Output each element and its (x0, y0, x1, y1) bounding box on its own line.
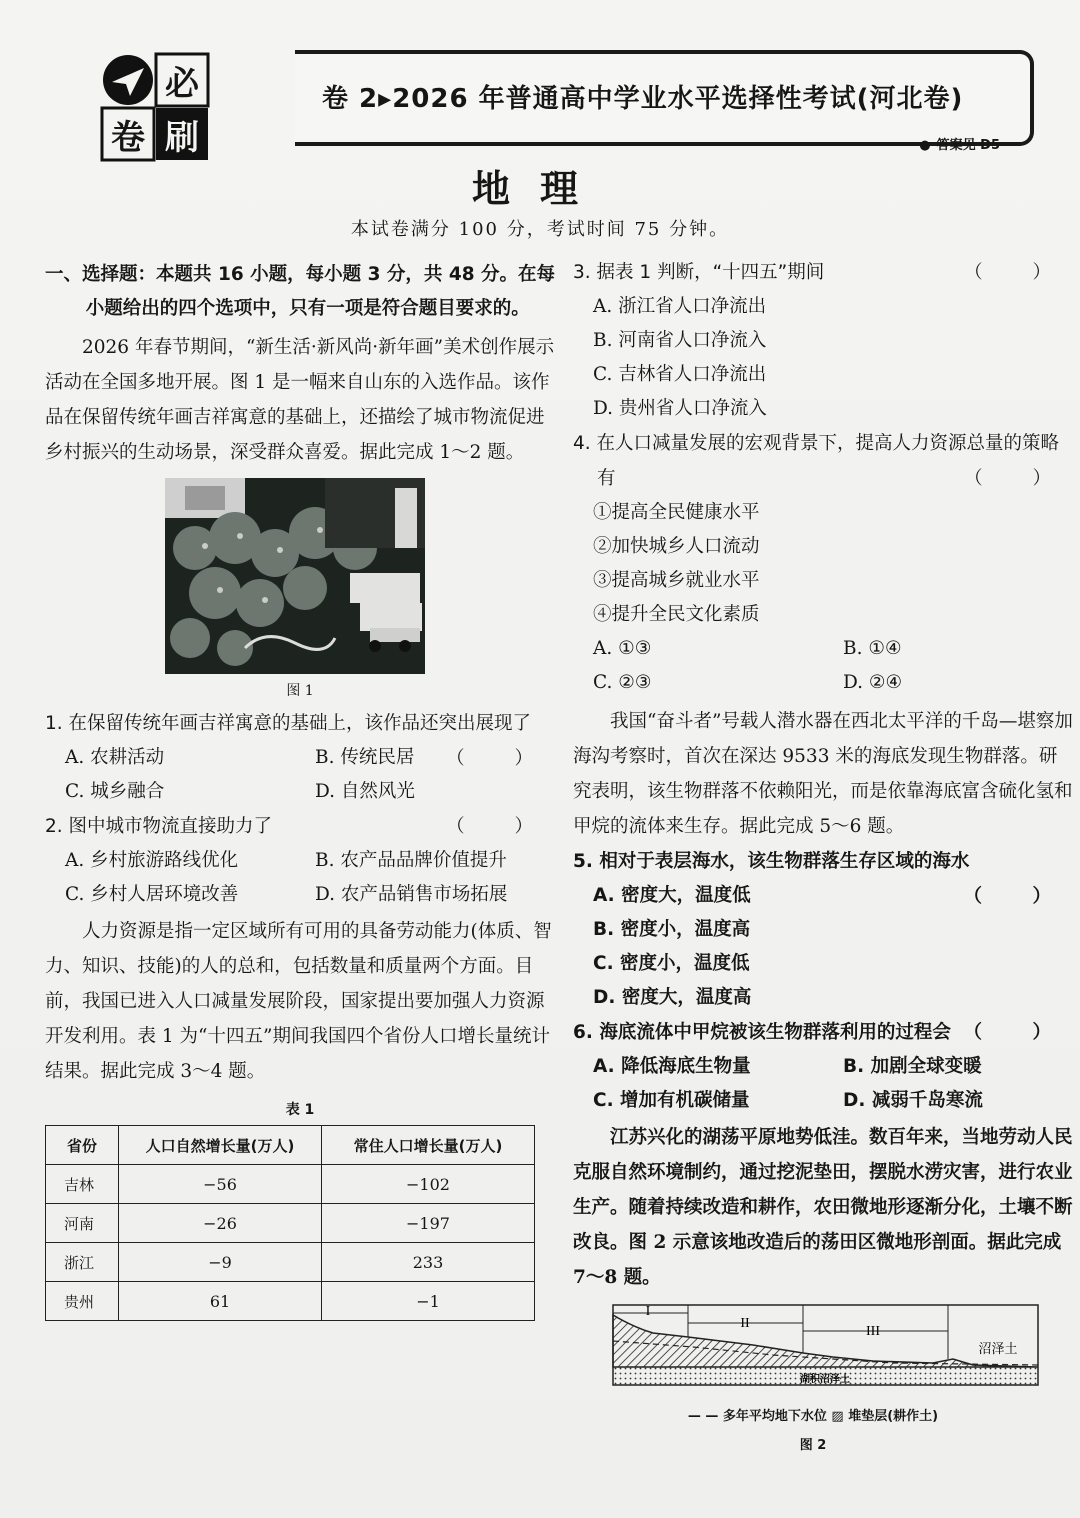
q3-option-a-text: A. 浙江省人口净流出 (593, 296, 767, 317)
table-cell-resident-growth: −197 (322, 1204, 535, 1243)
passage-1: 2026 年春节期间，“新生活·新风尚·新年画”美术创作展示活动在全国多地开展。图 1 是一幅来自山东的入选作品。该作品在保留传统年画吉祥寓意的基础上，还描绘了城市物流促进乡村振兴的生动场景，深受群众喜爱。据此完成 1～2 题。 (45, 337, 555, 463)
figure-1-caption: 图 1 (286, 683, 314, 699)
q4-stem (573, 426, 1073, 496)
q6-options-row-2 (573, 1084, 1073, 1118)
table-1 (45, 1125, 535, 1321)
exam-info: 本试卷满分 100 分，考试时间 75 分钟。 (350, 219, 730, 240)
q3-option-d-text: D. 贵州省人口净流入 (593, 398, 767, 419)
table-cell-natural-growth: −56 (119, 1165, 322, 1204)
zone-label-2: II (740, 1316, 750, 1331)
q4-statement-2-text: ②加快城乡人口流动 (593, 536, 760, 557)
table-cell-natural-growth: 61 (119, 1282, 322, 1321)
q2-option-b: B. 农产品品牌价值提升 (315, 850, 507, 871)
microtopography-profile (573, 1301, 1053, 1401)
table-row (46, 1204, 535, 1243)
q6-stem (573, 1015, 1073, 1050)
q3-option-c (573, 358, 1073, 392)
q5-option-a (573, 879, 964, 913)
q1-option-c: C. 城乡融合 (65, 781, 165, 802)
q5-answer-bracket: （ ） (963, 886, 1073, 907)
q4-statement-1 (573, 496, 1073, 530)
q4-stem-text: 4. 在人口减量发展的宏观背景下，提高人力资源总量的策略有 (573, 433, 1060, 489)
logo-char-bi: 必 (165, 63, 199, 104)
q5-option-c-text: C. 密度小，温度低 (593, 953, 750, 974)
q4-answer-bracket: （ ） (964, 468, 1073, 489)
table-cell-province: 河南 (46, 1204, 119, 1243)
q1-answer-bracket: （ ） (446, 748, 555, 769)
table-row (46, 1165, 535, 1204)
figure-2-caption: 图 2 (799, 1438, 827, 1453)
left-column (45, 258, 555, 1321)
logo (100, 52, 210, 162)
q6-option-d: D. 减弱千岛寒流 (843, 1090, 983, 1111)
q4-option-c: C. ②③ (593, 672, 652, 693)
q5-stem-text: 5. 相对于表层海水，该生物群落生存区域的海水 (573, 851, 970, 872)
q4-statement-4-text: ④提升全民文化素质 (593, 604, 760, 625)
q3-answer-bracket: （ ） (964, 262, 1073, 283)
q5-option-b-text: B. 密度小，温度高 (593, 919, 751, 940)
q6-options-row-1 (573, 1050, 1073, 1084)
table-header-province: 省份 (46, 1126, 119, 1165)
q3-stem-text: 3. 据表 1 判断，“十四五”期间 (573, 262, 825, 283)
table-cell-province: 吉林 (46, 1165, 119, 1204)
exam-header (100, 50, 1035, 158)
figure-2-profile-diagram (573, 1301, 1053, 1453)
table-cell-resident-growth: −1 (322, 1282, 535, 1321)
q2-option-d: D. 农产品销售市场拓展 (315, 884, 508, 905)
q1-option-b: B. 传统民居 (315, 747, 415, 768)
q6-option-c: C. 增加有机碳储量 (593, 1090, 750, 1111)
q6-stem-text: 6. 海底流体中甲烷被该生物群落利用的过程会 (573, 1022, 951, 1043)
q1-option-d: D. 自然风光 (315, 781, 415, 802)
q5-option-c (573, 947, 1073, 981)
q2-option-a: A. 乡村旅游路线优化 (65, 850, 239, 871)
passage-4: 江苏兴化的湖荡平原地势低洼。数百年来，当地劳动人民克服自然环境制约，通过挖泥垫田，摆脱水涝灾害，进行农业生产。随着持续改造和耕作，农田微地形逐渐分化，土壤不断改良。图 2 示意该地改造后的荡田区微地形剖面。据此完成 7～8 题。 (573, 1127, 1073, 1288)
answer-reference-text: 答案见 D5 (936, 138, 1000, 153)
q2-options-row-1 (45, 844, 555, 878)
subject-title: 地理 (471, 167, 608, 211)
q4-option-d: D. ②④ (843, 672, 903, 693)
q4-statement-3 (573, 564, 1073, 598)
q2-options-row-2 (45, 878, 555, 912)
passage-3: 我国“奋斗者”号载人潜水器在西北太平洋的千岛—堪察加海沟考察时，首次在深达 9533 米的海底发现生物群落。研究表明，该生物群落不依赖阳光，而是依靠海底富含硫化氢和甲烷的流体来生存。据此完成 5～6 题。 (573, 711, 1073, 837)
q6-answer-bracket: （ ） (963, 1022, 1073, 1043)
table-header-natural-growth: 人口自然增长量(万人) (119, 1126, 322, 1165)
q5-option-d (573, 981, 1073, 1015)
q2-stem-text: 2. 图中城市物流直接助力了 (45, 816, 273, 837)
passage-2: 人力资源是指一定区域所有可用的具备劳动能力(体质、智力、知识、技能)的人的总和，包括数量和质量两个方面。目前，我国已进入人口减量发展阶段，国家提出要加强人力资源开发利用。表 1 为“十四五”期间我国四个省份人口增长量统计结果。据此完成 3～4 题。 (45, 921, 552, 1082)
q3-option-d (573, 392, 1073, 426)
q3-option-b-text: B. 河南省人口净流入 (593, 330, 767, 351)
table-cell-province: 贵州 (46, 1282, 119, 1321)
table-cell-natural-growth: −9 (119, 1243, 322, 1282)
table-cell-resident-growth: −102 (322, 1165, 535, 1204)
q3-option-c-text: C. 吉林省人口净流出 (593, 364, 767, 385)
answer-reference: ● 答案见 D5 (919, 138, 1000, 153)
q3-option-a (573, 290, 1073, 324)
table-row (46, 1282, 535, 1321)
table-cell-resident-growth: 233 (322, 1243, 535, 1282)
table-1-caption: 表 1 (285, 1102, 315, 1118)
q3-option-b (573, 324, 1073, 358)
q4-statement-3-text: ③提高城乡就业水平 (593, 570, 760, 591)
new-year-painting-image (165, 478, 425, 674)
q4-options-row-1 (573, 632, 1073, 666)
q4-statement-4 (573, 598, 1073, 632)
q5-option-d-text: D. 密度大，温度高 (593, 987, 752, 1008)
right-column (573, 255, 1073, 1453)
logo-char-juan: 卷 (111, 117, 145, 158)
q5-option-b (573, 913, 964, 947)
q4-options-row-2 (573, 666, 1073, 700)
swamp-soil-label: 沼泽土 (978, 1342, 1018, 1357)
logo-char-shua: 刷 (165, 117, 199, 158)
q1-option-a: A. 农耕活动 (65, 747, 165, 768)
table-cell-natural-growth: −26 (119, 1204, 322, 1243)
q1-options-row-1 (45, 741, 446, 775)
q2-answer-bracket: （ ） (446, 816, 555, 837)
table-header-resident-growth: 常住人口增长量(万人) (322, 1126, 535, 1165)
q1-stem-text: 1. 在保留传统年画吉祥寓意的基础上，该作品还突出展现了 (45, 713, 532, 734)
q6-option-b: B. 加剧全球变暖 (843, 1056, 982, 1077)
q4-option-b: B. ①④ (843, 638, 902, 659)
q4-option-a: A. ①③ (593, 638, 652, 659)
figure-2-legend: — — 多年平均地下水位 ▨ 堆垫层(耕作土) (687, 1409, 939, 1424)
table-row (46, 1243, 535, 1282)
q5-option-a-text: A. 密度大，温度低 (593, 885, 751, 906)
q2-option-c: C. 乡村人居环境改善 (65, 884, 239, 905)
q1-options-row-2 (45, 775, 446, 809)
q2-stem (45, 809, 555, 844)
zone-label-3: III (866, 1324, 880, 1339)
section1-heading: 一、选择题：本题共 16 小题，每小题 3 分，共 48 分。在每小题给出的四个选项中，只有一项是符合题目要求的。 (45, 264, 556, 319)
q3-stem (573, 255, 1073, 290)
lake-swamp-soil-label: 湖积沼泽土 (800, 1374, 850, 1385)
q6-option-a: A. 降低海底生物量 (593, 1056, 751, 1077)
q4-statement-2 (573, 530, 1073, 564)
table-header-row (46, 1126, 535, 1165)
figure-1-artwork (165, 478, 425, 674)
q4-statement-1-text: ①提高全民健康水平 (593, 502, 760, 523)
zone-label-1: I (645, 1304, 651, 1319)
table-cell-province: 浙江 (46, 1243, 119, 1282)
exam-title: 卷 2▸2026 年普通高中学业水平选择性考试(河北卷) (322, 84, 964, 114)
